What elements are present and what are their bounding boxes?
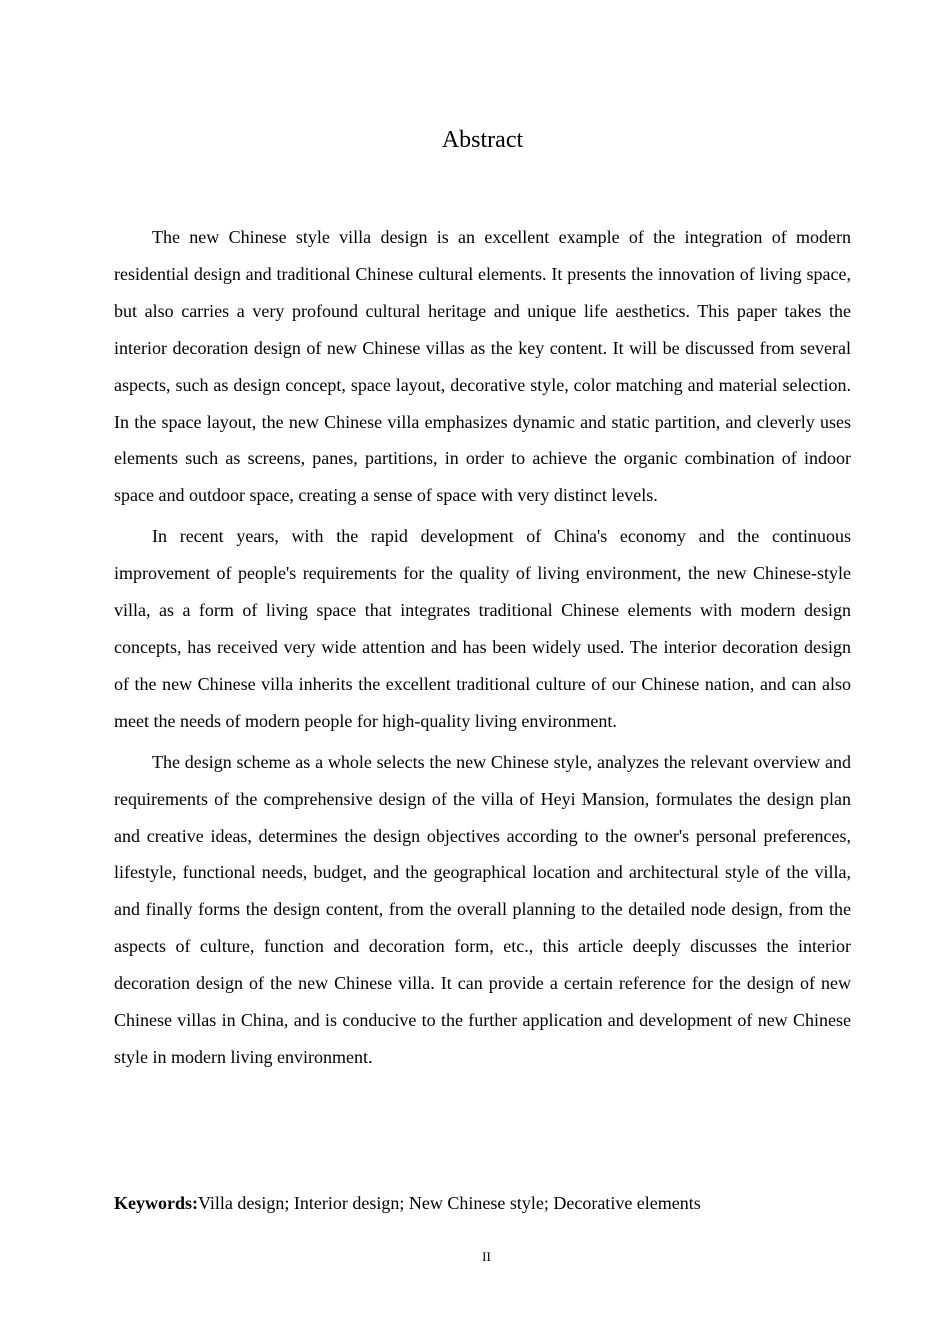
page-number: II [482, 1249, 491, 1264]
abstract-paragraph-2: In recent years, with the rapid development of China's economy and the continuous improvement of people's requirements for the quality of living environment, the new Chinese-style villa, as a form of living space that integrates traditional Chinese elements with modern design concepts, has received very wide attention and has been widely used. The interior decoration design of the new Chinese villa inherits the excellent traditional culture of our Chinese nation, and can also meet the needs of modern people for high-quality living environment. [114, 526, 851, 731]
abstract-paragraph-3: The design scheme as a whole selects the new Chinese style, analyzes the relevant overview and requirements of the comprehensive design of the villa of Heyi Mansion, formulates the design plan and creative ideas, determines the design objectives according to the owner's personal preferences, lifestyle, functional needs, budget, and the geographical location and architectural style of the villa, and finally forms the design content, from the overall planning to the detailed node design, from the aspects of culture, function and decoration form, etc., this article deeply discusses the interior decoration design of the new Chinese villa. It can provide a certain reference for the design of new Chinese villas in China, and is conducive to the further application and development of new Chinese style in modern living environment. [114, 751, 851, 1067]
keywords-text: Villa design; Interior design; New Chinese style; Decorative elements [198, 1193, 701, 1213]
keywords-line [114, 1187, 854, 1219]
abstract-body [114, 219, 851, 1080]
keywords-label: Keywords: [114, 1193, 198, 1213]
abstract-paragraph-1: The new Chinese style villa design is an excellent example of the integration of modern residential design and traditional Chinese cultural elements. It presents the innovation of living space, but also carries a very profound cultural heritage and unique life aesthetics. This paper takes the interior decoration design of new Chinese villas as the key content. It will be discussed from several aspects, such as design concept, space layout, decorative style, color matching and material selection. In the space layout, the new Chinese villa emphasizes dynamic and static partition, and cleverly uses elements such as screens, panes, partitions, in order to achieve the organic combination of indoor space and outdoor space, creating a sense of space with very distinct levels. [114, 227, 851, 506]
page-title: Abstract [441, 127, 524, 153]
